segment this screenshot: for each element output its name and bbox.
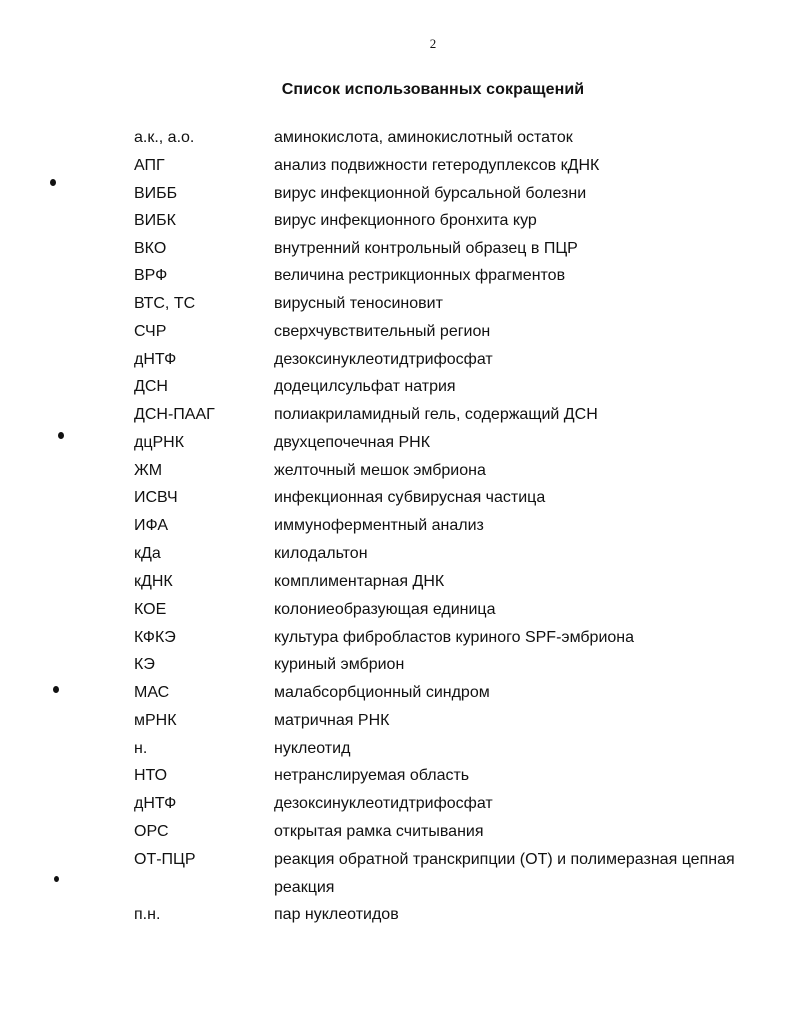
abbreviation-term: ИФА (134, 517, 168, 534)
abbreviation-definition: вирусный теносиновит (274, 295, 443, 313)
abbreviation-term: дцРНК (134, 434, 185, 451)
abbreviation-definition: додецилсульфат натрия (274, 378, 456, 396)
abbreviation-term: АПГ (134, 157, 165, 174)
abbreviation-term: а.к., а.о. (134, 129, 195, 146)
abbreviation-definition: малабсорбционный синдром (274, 684, 490, 702)
abbreviation-term: КЭ (134, 656, 155, 673)
abbreviation-term: ВИБК (134, 212, 176, 229)
abbreviation-definition: нуклеотид (274, 740, 351, 758)
abbreviation-definition: килодальтон (274, 545, 368, 563)
scan-mark (53, 686, 59, 693)
abbreviation-term: кДНК (134, 573, 173, 590)
abbreviation-definition: вирус инфекционной бурсальной болезни (274, 185, 587, 203)
scan-mark (50, 179, 56, 186)
abbreviation-definition: открытая рамка считывания (274, 823, 484, 841)
abbreviation-term: ЖМ (134, 462, 163, 479)
abbreviation-term: МАС (134, 684, 170, 701)
abbreviation-definition: инфекционная субвирусная частица (274, 489, 546, 507)
abbreviation-term: ДСН (134, 378, 168, 395)
abbreviation-term: дНТФ (134, 795, 177, 812)
abbreviation-definition: иммуноферментный анализ (274, 517, 484, 535)
abbreviation-definition: дезоксинуклеотидтрифосфат (274, 351, 493, 369)
abbreviation-term: п.н. (134, 906, 161, 923)
page-number: 2 (429, 36, 437, 51)
abbreviation-term: ВРФ (134, 267, 168, 284)
abbreviation-definition: культура фибробластов куриного SPF-эмбриона (274, 629, 635, 647)
abbreviation-definition: сверхчувствительный регион (274, 323, 491, 341)
scan-mark (54, 876, 59, 882)
abbreviation-definition: матричная РНК (274, 712, 390, 730)
abbreviation-term: кДа (134, 545, 161, 562)
abbreviation-definition: аминокислота, аминокислотный остаток (274, 129, 573, 147)
abbreviation-definition: анализ подвижности гетеродуплексов кДНК (274, 157, 600, 175)
abbreviation-term: СЧР (134, 323, 167, 340)
abbreviation-term: ОТ-ПЦР (134, 851, 196, 868)
abbreviation-term: ВИББ (134, 185, 178, 202)
abbreviation-definition: пар нуклеотидов (274, 906, 399, 924)
abbreviation-definition: полиакриламидный гель, содержащий ДСН (274, 406, 598, 424)
abbreviation-definition: вирус инфекционного бронхита кур (274, 212, 537, 230)
abbreviation-definition: реакция обратной транскрипции (ОТ) и полимеразная цепная реакция (274, 851, 735, 896)
page-title: Список использованных сокращений (281, 81, 585, 98)
abbreviation-definition: колониеобразующая единица (274, 601, 496, 619)
scan-mark (58, 432, 64, 439)
abbreviation-term: НТО (134, 767, 168, 784)
abbreviation-term: дНТФ (134, 351, 177, 368)
abbreviation-term: ИСВЧ (134, 489, 178, 506)
abbreviation-term: ДСН-ПААГ (134, 406, 215, 423)
abbreviation-term: мРНК (134, 712, 177, 729)
abbreviation-definition: куриный эмбрион (274, 656, 405, 674)
abbreviation-definition: величина рестрикционных фрагментов (274, 267, 566, 285)
abbreviation-definition: желточный мешок эмбриона (274, 462, 486, 480)
abbreviation-term: ОРС (134, 823, 169, 840)
abbreviation-term: КФКЭ (134, 629, 176, 646)
abbreviation-term: КОЕ (134, 601, 167, 618)
abbreviation-term: н. (134, 740, 148, 757)
abbreviation-definition: двухцепочечная РНК (274, 434, 431, 452)
abbreviation-definition: комплиментарная ДНК (274, 573, 445, 591)
abbreviation-definition: внутренний контрольный образец в ПЦР (274, 240, 578, 258)
abbreviation-definition: нетранслируемая область (274, 767, 470, 785)
abbreviation-term: ВТС, ТС (134, 295, 196, 312)
abbreviation-definition: дезоксинуклеотидтрифосфат (274, 795, 493, 813)
abbreviation-term: ВКО (134, 240, 167, 257)
